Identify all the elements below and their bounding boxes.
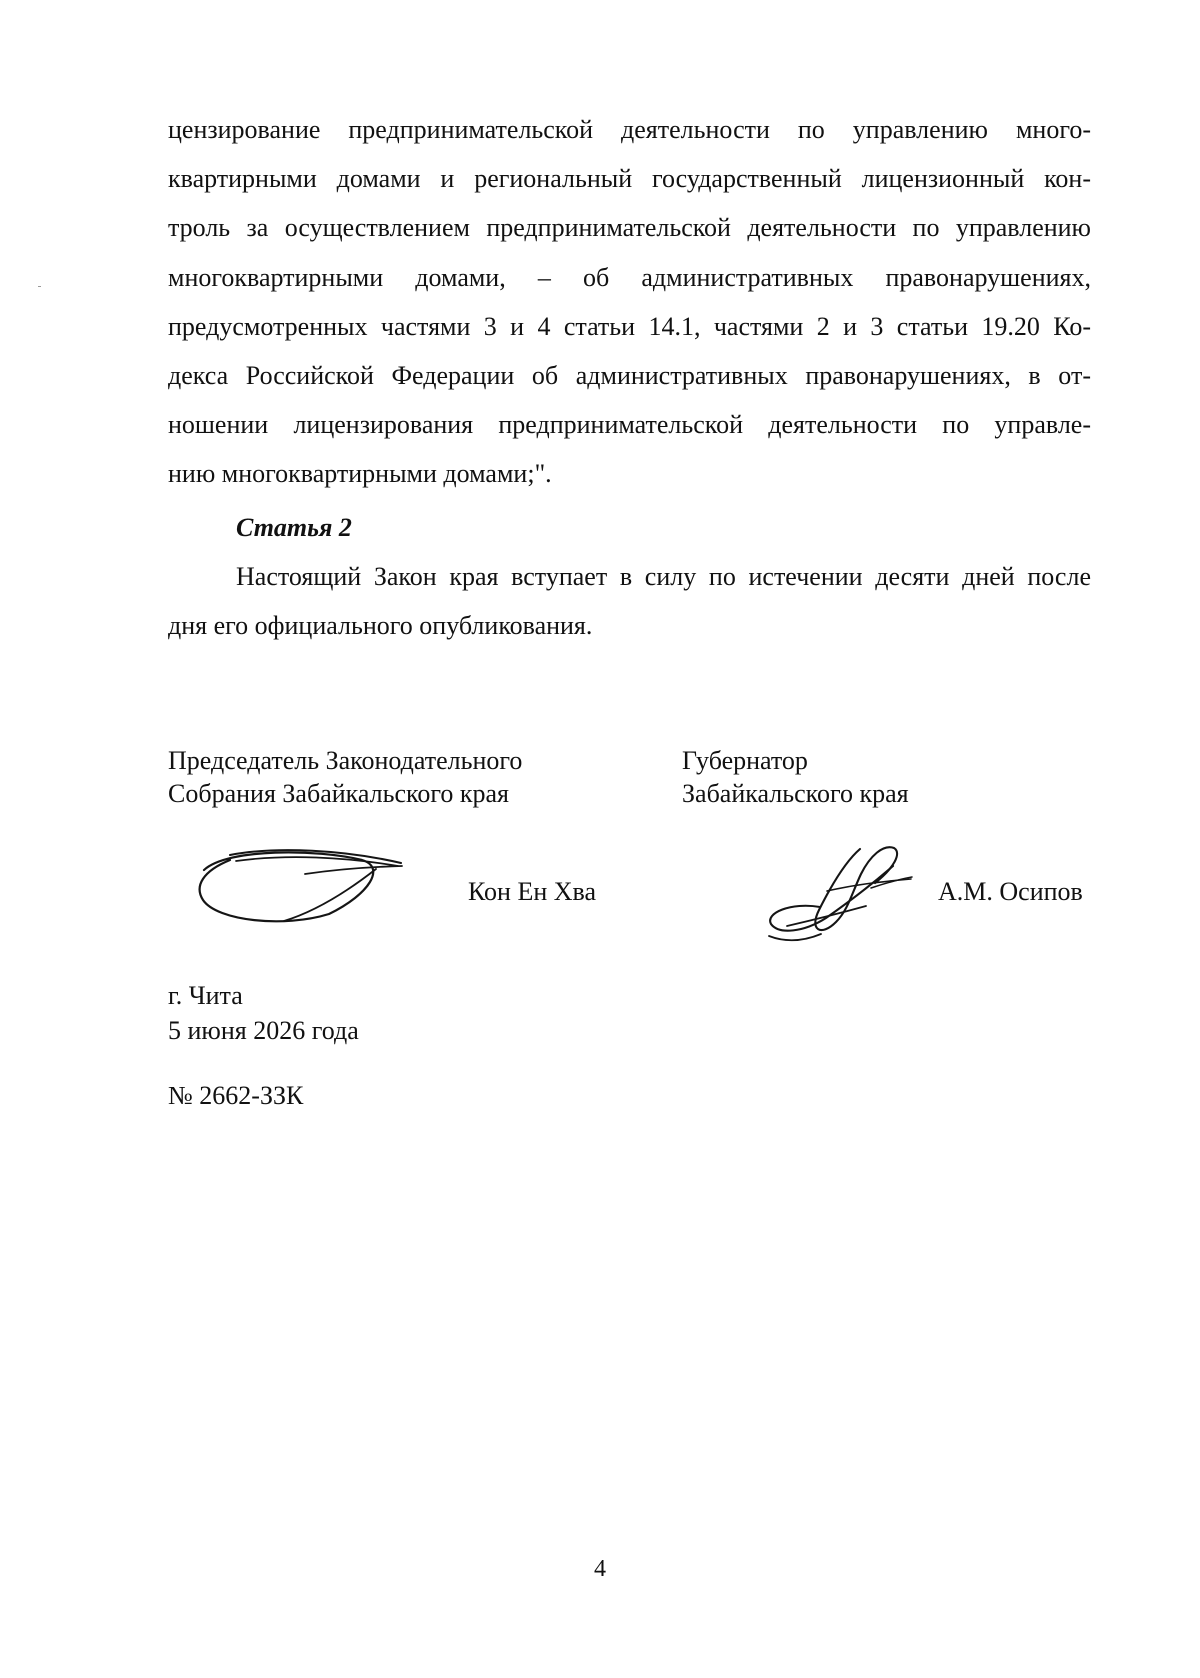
body-line: нию многоквартирными домами;". xyxy=(168,459,552,488)
body-line: декса Российской Федерации об административных правонарушениях, в от- xyxy=(168,361,1091,390)
body-line: троль за осуществлением предпринимательской деятельности по управлению xyxy=(168,213,1091,242)
chair-name: Кон Ен Хва xyxy=(468,877,597,906)
article-line: дня его официального опубликования. xyxy=(168,611,593,640)
governor-name: А.М. Осипов xyxy=(938,877,1083,906)
body-line: предусмотренных частями 3 и 4 статьи 14.1, частями 2 и 3 статьи 19.20 Ко- xyxy=(168,312,1091,341)
governor-title-line: Губернатор xyxy=(682,746,808,775)
chair-handwritten-signature xyxy=(196,832,410,924)
document-date: 5 июня 2026 года xyxy=(168,1016,359,1045)
document-number: № 2662-ЗЗК xyxy=(168,1081,304,1110)
page-number: 4 xyxy=(594,1556,606,1582)
article-heading: Статья 2 xyxy=(236,513,352,542)
governor-handwritten-signature xyxy=(762,840,914,944)
chair-title-line: Председатель Законодательного xyxy=(168,746,523,775)
scan-mark xyxy=(38,286,41,287)
article-line: Настоящий Закон края вступает в силу по истечении десяти дней после xyxy=(236,562,1091,591)
chair-title-line: Собрания Забайкальского края xyxy=(168,779,509,808)
body-line: многоквартирными домами, – об административных правонарушениях, xyxy=(168,263,1091,292)
body-line: квартирными домами и региональный государственный лицензионный кон- xyxy=(168,164,1091,193)
body-line: ношении лицензирования предпринимательской деятельности по управле- xyxy=(168,410,1091,439)
body-line: цензирование предпринимательской деятельности по управлению много- xyxy=(168,115,1091,144)
document-place: г. Чита xyxy=(168,981,243,1010)
governor-title-line: Забайкальского края xyxy=(682,779,909,808)
